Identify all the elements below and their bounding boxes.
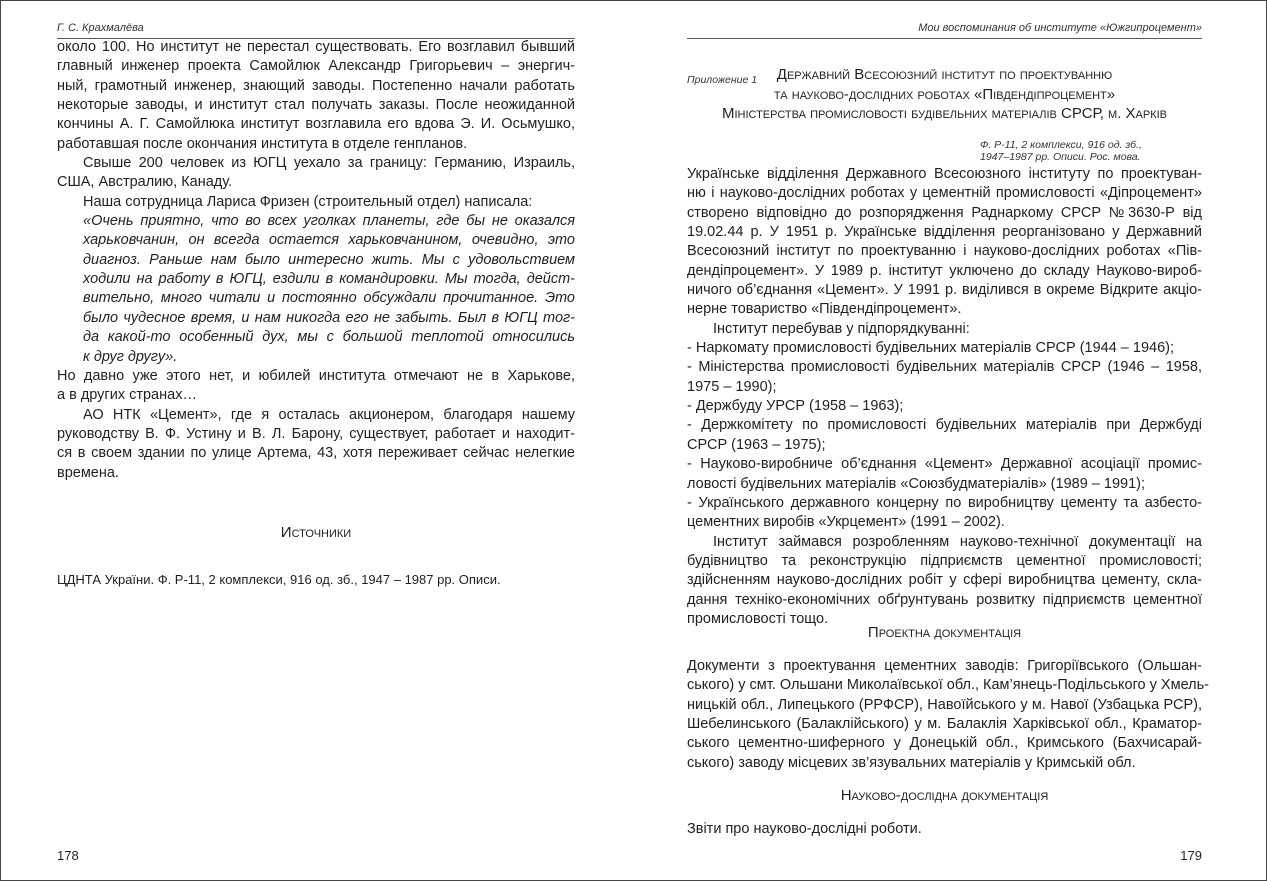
text-line: работавшая после окончания института в отделе генпланов. (57, 135, 468, 152)
text-line: - Наркомату промисловості будівельних матеріалів СРСР (1944 – 1946); (687, 340, 1175, 357)
right-header-rule (687, 38, 1202, 39)
quote-line: было чудесное время, и нам никогда его не забыть. Был в ЮГЦ тог- (83, 309, 575, 326)
text-line: главный инженер проекта Самойлюк Александр Григорьевич – энергич- (57, 58, 575, 75)
text-line: США, Австралию, Канаду. (57, 174, 233, 191)
quote-line: да какой-то особенный дух, мы с большой теплотой относились (83, 329, 575, 346)
text-line: Всесоюзний інститут по проектуванню і науково-дослідних роботах «Пів- (687, 243, 1202, 260)
text-line: - Міністерства промисловості будівельних матеріалів СРСР (1946 – 1958, (687, 359, 1202, 376)
text-line: - Держбуду УРСР (1958 – 1963); (687, 398, 904, 415)
text-line: ловості будівельних матеріалів «Союзбудматеріалів» (1989 – 1991); (687, 475, 1145, 492)
text-line: около 100. Но институт не перестал существовать. Его возглавил бывший (57, 39, 575, 55)
quote-line: диагноз. Раньше нам было интересно жить. Мы с удовольствием (83, 251, 575, 268)
text-line: руководству В. Ф. Устину и В. Л. Барону, существует, работает и находит- (57, 425, 575, 442)
text-line: Українське відділення Державного Всесоюзного інституту по проектуван- (687, 166, 1202, 182)
section-heading-research-docs: Науково-дослідна документація (840, 787, 1049, 804)
text-line: ницькій обл., Липецького (РРФСР), Навоїйського у м. Навої (Узбацька РСР), (687, 696, 1202, 713)
text-line: створено відповідно до розпорядження Раднаркому СРСР №3630-Р від (687, 204, 1202, 221)
text-line: ся в своем здании по улице Артема, 43, хотя переживает сейчас нелегкие (57, 445, 575, 462)
text-line: Наша сотрудница Лариса Фризен (строительный отдел) написала: (83, 193, 533, 210)
text-line: - Держкомітету по промисловості будівельних матеріалів при Держбуді (687, 417, 1202, 434)
text-line: промисловості тощо. (687, 610, 829, 627)
text-line: а в других странах… (57, 387, 197, 404)
text-line: ського цементно-шиферного у Донецькій обл., Кримського (Бахчисарай- (687, 735, 1202, 752)
text-line: Но давно уже этого нет, и юбилей института отмечают не в Харькове, (57, 367, 575, 384)
left-running-head: Г. С. Крахмалёва (57, 22, 144, 34)
title-line-2: та науково-дослідних роботах «Південдіпроцемент» (773, 86, 1116, 103)
sources-heading: Источники (280, 524, 352, 541)
text-line: Інститут займався розробленням науково-технічної документації на (713, 533, 1202, 550)
right-page-number: 179 (1180, 848, 1202, 863)
text-line: Документи з проектування цементних заводів: Григоріївського (Ольшан- (687, 658, 1202, 674)
appendix-label: Приложение 1 (687, 74, 758, 86)
right-body-text (687, 165, 1202, 629)
right-running-head: Мои воспоминания об институте «Южгипроцемент» (918, 22, 1202, 34)
text-line: дендіпроцемент». У 1989 р. інститут уключено до складу Науково-вироб- (687, 262, 1202, 279)
text-line: - Українського державного концерну по виробництву цементу та азбесто- (687, 494, 1202, 511)
text-line: нерне товариство «Південдіпроцемент». (687, 301, 962, 318)
text-line: Інститут перебував у підпорядкуванні: (713, 320, 970, 337)
archive-ref-line-2: 1947–1987 рр. Описи. Рос. мова. (980, 151, 1141, 163)
text-line: Шебелинського (Балаклійського) у м. Балаклія Харківської обл., Краматор- (687, 716, 1202, 733)
text-line: некоторые заводы, и институт стал получать заказы. После неожиданной (57, 97, 575, 114)
text-line: СРСР (1963 – 1975); (687, 436, 826, 453)
section-heading-project-docs: Проектна документація (867, 624, 1022, 641)
text-line: будівництво та реконструкцію підприємств цементної промисловості; (687, 552, 1202, 569)
title-line-3: Міністерства промисловості будівельних матеріалів СРСР, м. Харків (721, 105, 1168, 122)
text-line: ный, грамотный инженер, знающий заводы. Постепенно начали работать (57, 77, 575, 94)
quote-line: вительно, много читали и постоянно обсуждали прочитанное. Это (83, 290, 575, 307)
title-line-1: Державний Всесоюзний інститут по проектуванню (776, 66, 1113, 83)
text-line: дання техніко-економічних обґрунтувань розвитку підприємств цементної (687, 591, 1202, 608)
text-line: 1975 – 1990); (687, 378, 777, 395)
sources-text: ЦДНТА України. Ф. Р-11, 2 комплекси, 916 од. зб., 1947 – 1987 рр. Описи. (57, 572, 501, 587)
text-line: здійсненням науково-дослідних робіт у сфері виробництва цементу, скла- (687, 572, 1202, 589)
left-page-number: 178 (57, 848, 79, 863)
quote-line: харьковчанин, он всегда остается харьковчанином, очевидно, это (83, 232, 575, 249)
text-line: кончины А. Г. Самойлюка институт возглавила его вдова Э. И. Осьмушко, (57, 116, 575, 133)
text-line: Свыше 200 человек из ЮГЦ уехало за границу: Германию, Израиль, (83, 155, 575, 172)
text-line: - Науково-виробниче об’єднання «Цемент» Державної асоціації промис- (687, 456, 1202, 473)
project-docs-text (687, 657, 1209, 773)
quote-line: «Очень приятно, что во всех уголках планеты, где бы не оказался (83, 213, 575, 230)
text-line: АО НТК «Цемент», где я осталась акционером, благодаря нашему (83, 406, 575, 423)
text-line: времена. (57, 464, 119, 481)
archive-ref-line-1: Ф. Р-11, 2 комплекси, 916 од. зб., (980, 139, 1142, 151)
quote-line: к друг другу». (83, 348, 178, 365)
text-line: ню і науково-дослідних роботах у цементній промисловості «Діпроцемент» (687, 185, 1202, 202)
research-docs-text: Звіти про науково-дослідні роботи. (687, 821, 922, 837)
text-line: цементних виробів «Укрцемент» (1991 – 2002). (687, 514, 1005, 531)
text-line: ничого об’єднання «Цемент». У 1991 р. виділився в окреме Відкрите акціо- (687, 282, 1202, 299)
text-line: ського) у смт. Ольшани Миколаївської обл., Кам’янець-Подільського у Хмель- (687, 677, 1209, 694)
text-line: ського) заводу місцевих зв’язувальних матеріалів у Кримській обл. (687, 754, 1136, 771)
text-line: 19.02.44 р. У 1951 р. Українське відділення реорганізовано у Державний (687, 224, 1202, 241)
quote-line: ходили на работу в ЮГЦ, ездили в командировки. Мы тогда, дейст- (83, 271, 575, 288)
left-body-text (57, 38, 575, 483)
